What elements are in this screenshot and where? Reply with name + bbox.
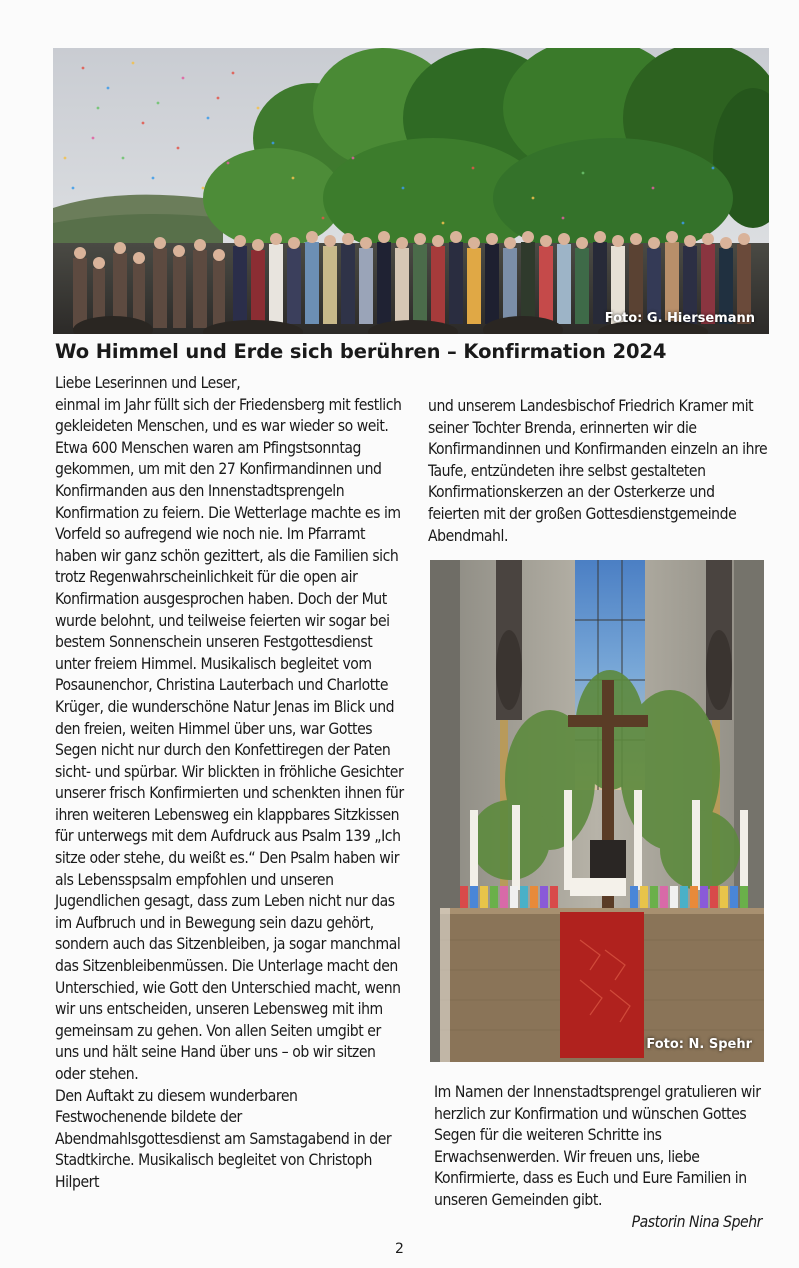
photo-credit: Foto: G. Hiersemann: [604, 311, 755, 326]
right-column-top: [428, 396, 768, 547]
article-paragraph-continued: und unserem Landesbischof Friedrich Kramer mit seiner Tochter Brenda, erinnerten wir die Konfirmandinnen und Konfirmanden einzeln an ihre Taufe, entzündeten ihre selbst gestalteten Konfirmationskerzen an der Osterkerze und feierten mit der großen Gottesdienstgemeinde Abendmahl.: [428, 397, 768, 545]
right-column-bottom: [434, 1082, 774, 1233]
salutation: Liebe Leserinnen und Leser,: [55, 374, 241, 392]
page-number: 2: [395, 1241, 404, 1257]
closing-paragraph: Im Namen der Innenstadtsprengel gratulieren wir herzlich zur Konfirmation und wünschen Gottes Segen für die weiteren Schritte ins Erwachsenwerden. Wir freuen uns, liebe Konfirmierte, dass es Euch und Eure Familien in unseren Gemeinden gibt.: [434, 1083, 761, 1209]
article-paragraph-1: einmal im Jahr füllt sich der Friedensberg mit festlich gekleideten Menschen, und es war wieder so weit. Etwa 600 Menschen waren am Pfingstsonntag gekommen, um mit den 27 Konfirmandinnen und Konfirmanden aus den Innenstadtsprengeln Konfirmation zu feiern. Die Wetterlage machte es im Vorfeld so aufregend wie noch nie. Im Pfarramt haben wir ganz schön gezittert, als die Familien sich trotz Regenwahrscheinlichkeit für die open air Konfirmation ausgesprochen haben. Doch der Mut wurde belohnt, und teilweise feierten wir sogar bei bestem Sonnenschein unseren Festgottesdienst unter freiem Himmel. Musikalisch begleitet vom Posaunenchor, Christina Lauterbach und Charlotte Krüger, die wunderschöne Natur Jenas im Blick und den freien, weiten Himmel über uns, war Gottes Segen nicht nur durch den Konfettiregen der Paten sicht- und spürbar. Wir blickten in fröhliche Gesichter unserer frisch Konfirmierten und schenkten ihnen für ihren weiteren Lebensweg ein klappbares Sitzkissen für unterwegs mit dem Aufdruck aus Psalm 139 „Ich sitze oder stehe, du weißt es.“ Den Psalm haben wir als Lebensspsalm empfohlen und unseren Jugendlichen gesagt, dass zum Leben nicht nur das im Aufbruch und in Bewegung sein dazu gehört, sondern auch das Sitzenbleiben, ja sogar manchmal das Sitzenbleibenmüssen. Die Unterlage macht den Unterschied, wie Gott den Unterschied macht, wenn wir uns entscheiden, unseren Lebensweg mit ihm gemeinsam zu gehen. Von allen Seiten umgibt er uns und hält seine Hand über uns – ob wir sitzen oder stehen.: [55, 395, 404, 1083]
article-paragraph-2: Den Auftakt zu diesem wunderbaren Festwochenende bildete der Abendmahlsgottesdienst am Samstagabend in der Stadtkirche. Musikalisch begleitet von Christoph Hilpert: [55, 1086, 392, 1191]
altar-photo: [430, 560, 764, 1062]
altar-with-cross-icon: [430, 560, 764, 1062]
signature: Pastorin Nina Spehr: [631, 1212, 762, 1231]
crowd-with-confetti-icon: [53, 48, 769, 334]
left-column: [55, 373, 405, 1194]
article-title: Wo Himmel und Erde sich berühren – Konfirmation 2024: [55, 340, 667, 363]
photo-credit: Foto: N. Spehr: [646, 1037, 752, 1052]
confirmation-crowd-photo: [53, 48, 769, 334]
